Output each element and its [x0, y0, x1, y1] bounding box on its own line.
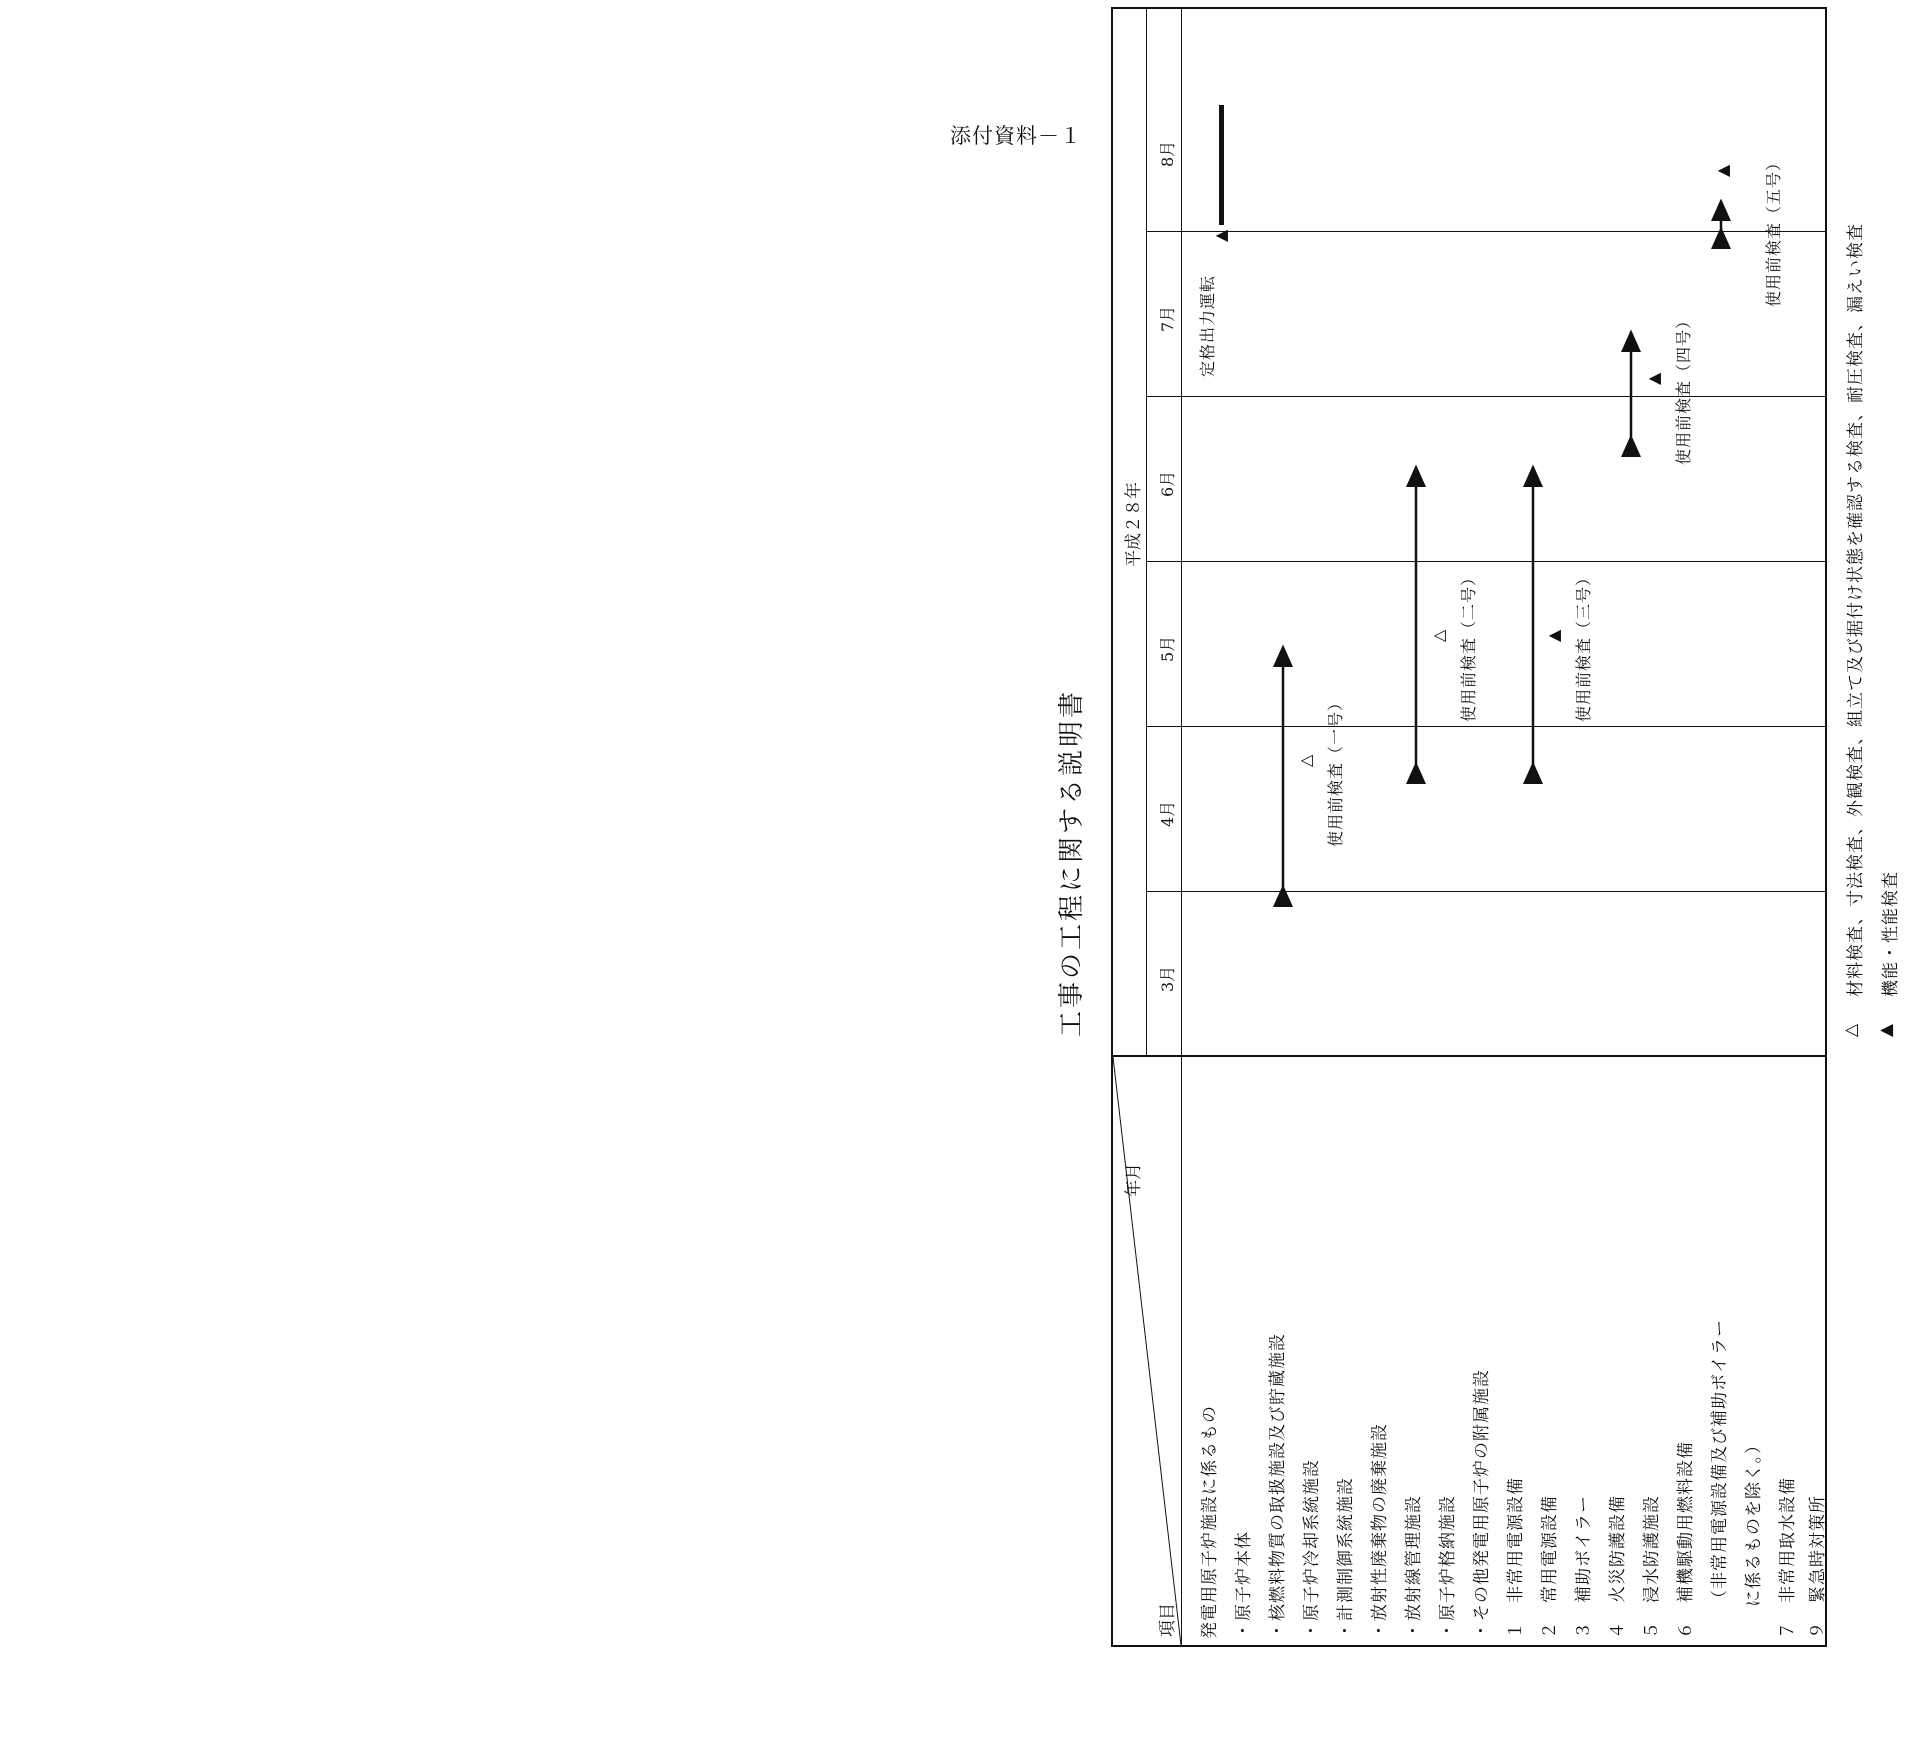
month-label: 8月 [1158, 140, 1177, 167]
item-row: ・放射性廃棄物の廃棄施設 [1370, 1423, 1390, 1639]
inspection-1-triangle: △ [1296, 753, 1315, 767]
rated-output-marker: ▲ [1211, 228, 1230, 242]
item-row: （非常用電源設備及び補助ボイラー [1710, 1319, 1730, 1607]
month-label: 4月 [1158, 800, 1177, 827]
item-row: ７ 非常用取水設備 [1778, 1477, 1798, 1639]
month-label: 3月 [1158, 965, 1177, 992]
item-row: に係るものを除く。） [1744, 1435, 1764, 1607]
item-row: ２ 常用電源設備 [1540, 1495, 1560, 1639]
month-label: 5月 [1158, 635, 1177, 662]
item-row: ・核燃料物質の取扱施設及び貯蔵施設 [1268, 1333, 1288, 1639]
item-row: ４ 火災防護設備 [1608, 1495, 1628, 1639]
rated-output-bar [1219, 105, 1224, 225]
inspection-3-label: 使用前検査（三号） [1574, 568, 1593, 722]
item-row: ・原子炉本体 [1234, 1531, 1254, 1639]
year-month-label: 年月 [1124, 1163, 1144, 1197]
item-row: 発電用原子炉施設に係るもの [1200, 1405, 1220, 1639]
year-label: 平成２８年 [1124, 482, 1144, 567]
inspection-2-triangle: △ [1429, 628, 1448, 642]
item-row: ・原子炉格納施設 [1438, 1495, 1458, 1639]
inspection-4-triangle: ▲ [1644, 371, 1663, 385]
item-row: ３ 補助ボイラー [1574, 1495, 1594, 1639]
item-row: １ 非常用電源設備 [1506, 1477, 1526, 1639]
inspection-1-label: 使用前検査（一号） [1326, 693, 1345, 847]
schedule-table [1111, 7, 1827, 1647]
inspection-3-triangle: ▲ [1544, 628, 1563, 642]
item-row: ・放射線管理施設 [1404, 1495, 1424, 1639]
month-label: 6月 [1158, 470, 1177, 497]
item-row: ・計測制御系統施設 [1336, 1477, 1356, 1639]
item-row: ５ 浸水防護施設 [1642, 1495, 1662, 1639]
inspection-4-label: 使用前検査（四号） [1674, 311, 1693, 465]
inspection-2-label: 使用前検査（二号） [1459, 568, 1478, 722]
item-row: ９ 緊急時対策所 [1808, 1495, 1828, 1639]
schedule-bars [1111, 7, 1827, 1647]
legend-filled-text: 機能・性能検査 [1881, 871, 1901, 997]
document-title: 工事の工程に関する説明書 [1057, 688, 1087, 1037]
legend-open-symbol: △ [1841, 1022, 1861, 1037]
item-row: ６ 補機駆動用燃料設備 [1676, 1441, 1696, 1639]
rotated-schedule-sheet [1051, 0, 1911, 1647]
item-label: 項目 [1158, 1603, 1178, 1637]
month-label: 7月 [1158, 305, 1177, 332]
legend-filled-symbol: ▲ [1876, 1022, 1896, 1037]
inspection-5-label: 使用前検査（五号） [1764, 153, 1783, 307]
rated-output-label: 定格出力運転 [1198, 274, 1217, 377]
item-row: ・原子炉冷却系統施設 [1302, 1459, 1322, 1639]
inspection-5-triangle: ▲ [1713, 163, 1732, 177]
legend-open-text: 材料検査、寸法検査、外観検査、組立て及び据付け状態を確認する検査、耐圧検査、漏えい検査 [1846, 223, 1866, 997]
attachment-label: 添付資料－１ [950, 124, 1082, 148]
item-row: ・その他発電用原子炉の附属施設 [1472, 1369, 1492, 1639]
